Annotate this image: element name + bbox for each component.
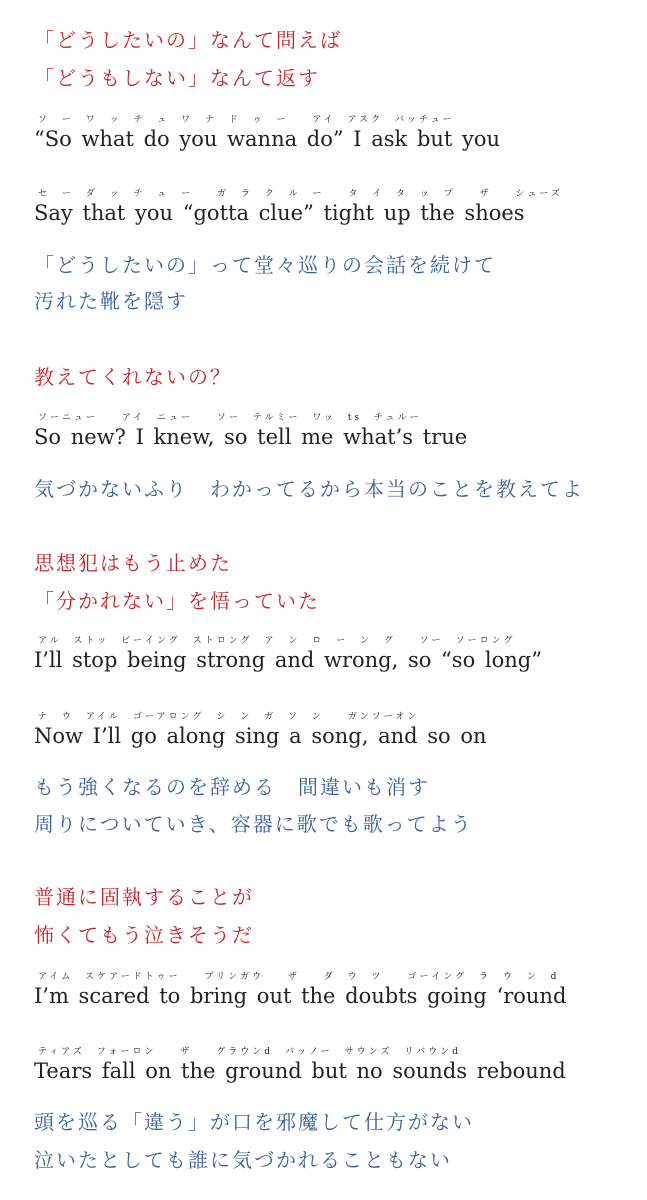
katakana-reading: ティアズ フォーロン ザ グラウンd バッノー サウンズ リバウンd (38, 1047, 461, 1057)
lyric-jp-line: 気づかないふり わかってるから本当のことを教えてよ (34, 477, 584, 501)
katakana-reading: アル ストッ ビーイング ストロング ア ン ロ ー ン グ ソー ソーロング (38, 636, 516, 646)
lyric-en-line (34, 971, 566, 1009)
lyric-jp-line: 「どうしたいの」って堂々巡りの会話を続けて (34, 253, 496, 277)
lyric-en-line (34, 635, 542, 673)
lyric-en-line (34, 711, 487, 749)
katakana-reading: アイム スケアードトゥー ブリンガウ ザ ダ ウ ツ ゴーイング ラ ウ ン d (38, 972, 560, 982)
lyric-en-line (34, 1046, 566, 1084)
english-lyric: I’m scared to bring out the doubts going ‘round (34, 984, 567, 1008)
lyric-en-line (34, 412, 467, 450)
lyric-jp-line: 「どうしたいの」なんて問えば (34, 28, 342, 52)
lyric-jp-line: 周りについていき、容器に歌でも歌ってよう (34, 812, 473, 836)
lyric-jp-line: 普通に固執することが (34, 885, 254, 909)
katakana-reading: ソ ー ワ ッ チ ュ ワ ナ ド ゥ ー アイ アスク バッチュー (38, 115, 455, 125)
lyric-en-line (34, 188, 563, 226)
english-lyric: So new? I knew, so tell me what’s true (34, 425, 468, 449)
lyric-jp-line: 「分かれない」を悟っていた (34, 589, 320, 613)
english-lyric: “So what do you wanna do” I ask but you (34, 127, 501, 151)
lyric-jp-line: 汚れた靴を隠す (34, 289, 188, 313)
lyric-jp-line: 「どうもしない」なんて返す (34, 66, 320, 90)
katakana-reading: ナ ウ アイル ゴーアロング シ ン ガ ソ ン ガンソーオン (38, 712, 420, 722)
lyric-en-line (34, 114, 500, 152)
lyric-jp-line: 頭を巡る「違う」が口を邪魔して仕方がない (34, 1110, 474, 1134)
english-lyric: Now I’ll go along sing a song, and so on (34, 724, 487, 748)
lyric-jp-line: 思想犯はもう止めた (34, 551, 232, 575)
english-lyric: Say that you “gotta clue” tight up the shoes (34, 201, 525, 225)
english-lyric: Tears fall on the ground but no sounds rebound (34, 1059, 566, 1083)
lyric-jp-line: 教えてくれないの？ (34, 365, 232, 389)
katakana-reading: セ ー ダ ッ チ ュ ー ガ ラ ク ル ー タ イ タ ッ プ ザ シューズ (38, 189, 563, 199)
lyric-jp-line: もう強くなるのを辞める 間違いも消す (34, 775, 430, 799)
english-lyric: I’ll stop being strong and wrong, so “so long” (34, 648, 542, 672)
katakana-reading: ソーニュー アイ ニュー ソー テルミー ワッ ts チュルー (38, 413, 422, 423)
lyric-jp-line: 怖くてもう泣きそうだ (34, 923, 254, 947)
lyric-jp-line: 泣いたとしても誰に気づかれることもない (34, 1148, 452, 1172)
